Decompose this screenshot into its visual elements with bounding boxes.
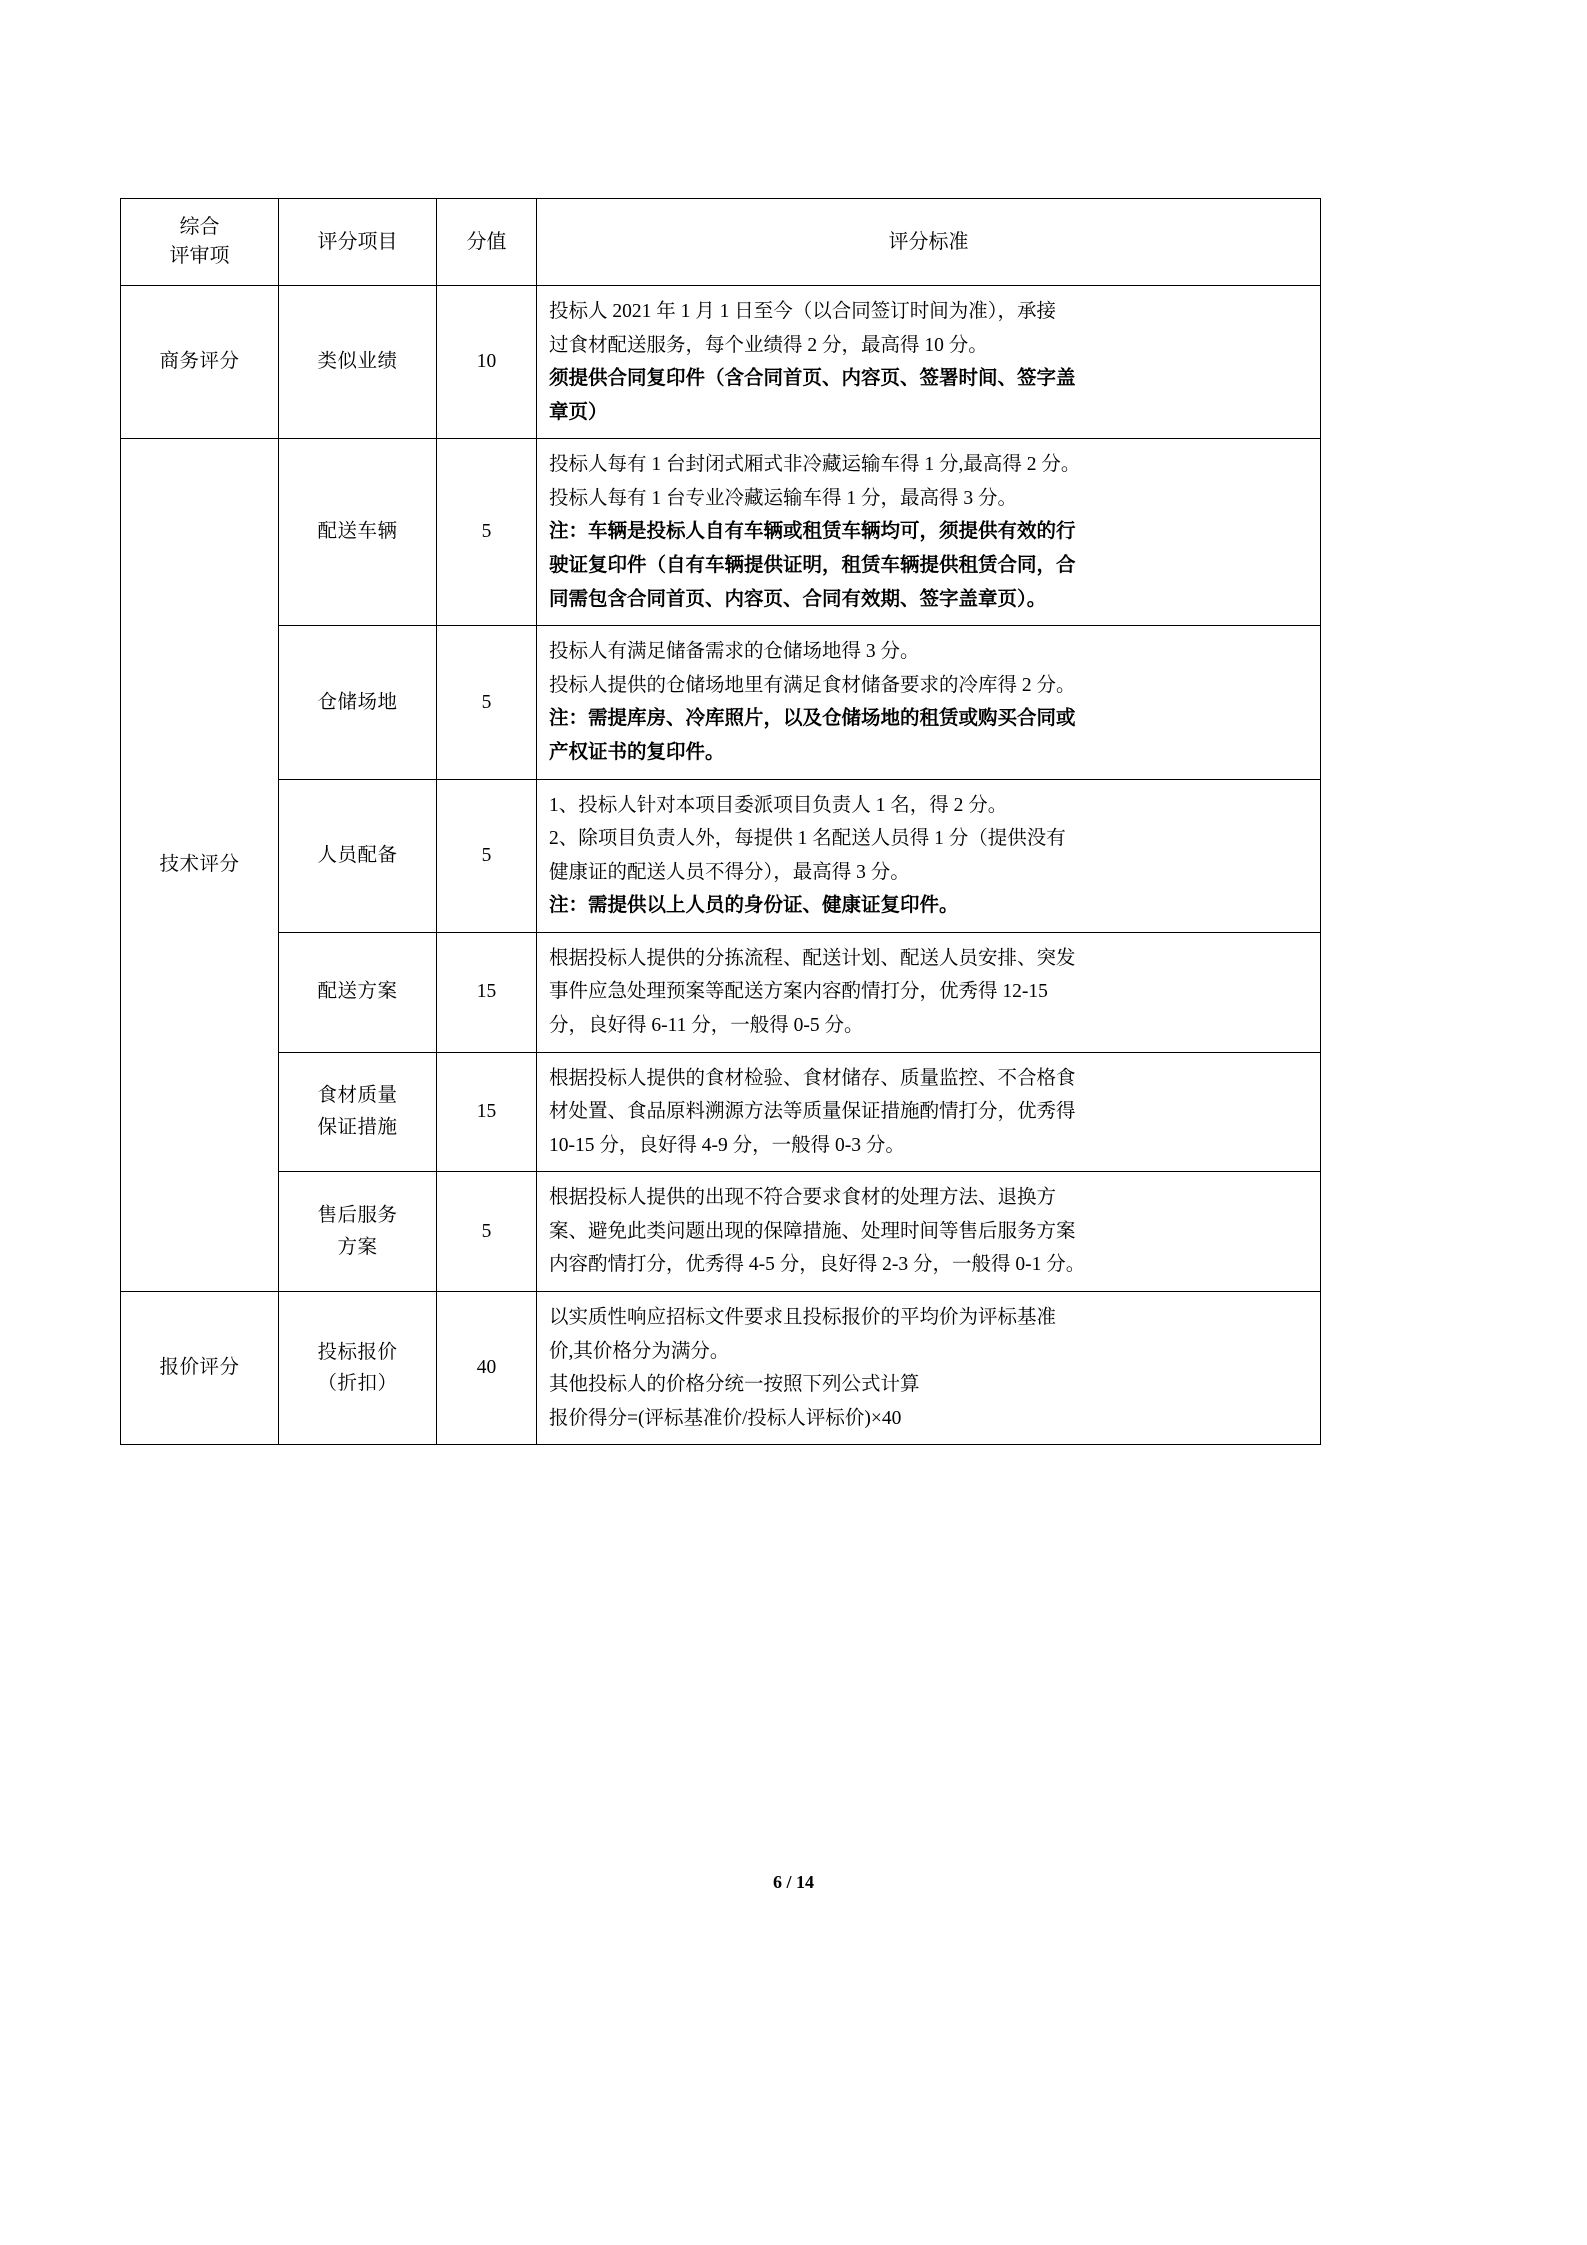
standard-line: 驶证复印件（自有车辆提供证明，租赁车辆提供租赁合同，合 xyxy=(549,555,1076,577)
row-item xyxy=(279,1292,437,1445)
row-standard xyxy=(537,1172,1321,1292)
row-standard xyxy=(537,286,1321,439)
standard-line: 价,其价格分为满分。 xyxy=(549,1340,730,1362)
standard-line: 2、除项目负责人外，每提供 1 名配送人员得 1 分（提供没有 xyxy=(549,828,1066,850)
row-item-line2: （折扣） xyxy=(317,1373,398,1395)
standard-line: 产权证书的复印件。 xyxy=(549,741,725,763)
standard-line: 报价得分=(评标基准价/投标人评标价)×40 xyxy=(549,1407,902,1429)
standard-line: 投标人提供的仓储场地里有满足食材储备要求的冷库得 2 分。 xyxy=(549,674,1076,696)
standard-line: 须提供合同复印件（含合同首页、内容页、签署时间、签字盖 xyxy=(549,368,1076,390)
row-item: 配送方案 xyxy=(279,932,437,1052)
header-item: 评分项目 xyxy=(279,199,437,286)
table-row xyxy=(121,1292,1321,1445)
standard-line: 根据投标人提供的出现不符合要求食材的处理方法、退换方 xyxy=(549,1187,1057,1209)
standard-line: 投标人有满足储备需求的仓储场地得 3 分。 xyxy=(549,641,920,663)
standard-line: 注：车辆是投标人自有车辆或租赁车辆均可，须提供有效的行 xyxy=(549,521,1076,543)
row-standard xyxy=(537,1292,1321,1445)
standard-line: 过食材配送服务，每个业绩得 2 分，最高得 10 分。 xyxy=(549,334,988,356)
row-standard xyxy=(537,932,1321,1052)
table-row xyxy=(121,1172,1321,1292)
table-row xyxy=(121,626,1321,779)
row-standard xyxy=(537,626,1321,779)
row-score: 5 xyxy=(437,1172,537,1292)
row-item xyxy=(279,1172,437,1292)
header-standard: 评分标准 xyxy=(537,199,1321,286)
row-category: 商务评分 xyxy=(121,286,279,439)
standard-line: 10-15 分，良好得 4-9 分，一般得 0-3 分。 xyxy=(549,1134,905,1156)
table-row xyxy=(121,779,1321,932)
row-item-line2: 保证措施 xyxy=(317,1116,398,1138)
standard-line: 材处置、食品原料溯源方法等质量保证措施酌情打分，优秀得 xyxy=(549,1101,1076,1123)
row-category: 报价评分 xyxy=(121,1292,279,1445)
row-standard xyxy=(537,779,1321,932)
header-score: 分值 xyxy=(437,199,537,286)
row-standard xyxy=(537,439,1321,626)
row-score: 15 xyxy=(437,1052,537,1172)
header-category-line1: 综合 xyxy=(179,216,220,238)
standard-line: 投标人每有 1 台专业冷藏运输车得 1 分，最高得 3 分。 xyxy=(549,487,1018,509)
standard-line: 注：需提库房、冷库照片，以及仓储场地的租赁或购买合同或 xyxy=(549,708,1076,730)
standard-line: 1、投标人针对本项目委派项目负责人 1 名，得 2 分。 xyxy=(549,794,1008,816)
standard-line: 内容酌情打分，优秀得 4-5 分，良好得 2-3 分，一般得 0-1 分。 xyxy=(549,1254,1086,1276)
standard-line: 案、避免此类问题出现的保障措施、处理时间等售后服务方案 xyxy=(549,1220,1076,1242)
standard-line: 章页） xyxy=(549,401,608,423)
row-score: 10 xyxy=(437,286,537,439)
header-category xyxy=(121,199,279,286)
table-row xyxy=(121,932,1321,1052)
row-item: 配送车辆 xyxy=(279,439,437,626)
evaluation-criteria-table xyxy=(120,198,1321,1445)
row-standard xyxy=(537,1052,1321,1172)
standard-line: 以实质性响应招标文件要求且投标报价的平均价为评标基准 xyxy=(549,1307,1057,1329)
standard-line: 注：需提供以上人员的身份证、健康证复印件。 xyxy=(549,895,959,917)
header-category-line2: 评审项 xyxy=(169,245,230,267)
table-row xyxy=(121,286,1321,439)
standard-line: 健康证的配送人员不得分），最高得 3 分。 xyxy=(549,861,910,883)
row-item: 人员配备 xyxy=(279,779,437,932)
standard-line: 事件应急处理预案等配送方案内容酌情打分，优秀得 12-15 xyxy=(549,981,1048,1003)
table-row xyxy=(121,439,1321,626)
table-row xyxy=(121,1052,1321,1172)
row-item: 类似业绩 xyxy=(279,286,437,439)
standard-line: 根据投标人提供的分拣流程、配送计划、配送人员安排、突发 xyxy=(549,947,1076,969)
row-score: 15 xyxy=(437,932,537,1052)
table-header-row xyxy=(121,199,1321,286)
row-score: 5 xyxy=(437,626,537,779)
standard-line: 分，良好得 6-11 分，一般得 0-5 分。 xyxy=(549,1014,864,1036)
row-item-line1: 投标报价 xyxy=(317,1341,398,1363)
standard-line: 根据投标人提供的食材检验、食材储存、质量监控、不合格食 xyxy=(549,1067,1076,1089)
standard-line: 其他投标人的价格分统一按照下列公式计算 xyxy=(549,1374,920,1396)
row-category: 技术评分 xyxy=(121,439,279,1292)
row-score: 40 xyxy=(437,1292,537,1445)
row-item: 仓储场地 xyxy=(279,626,437,779)
row-item xyxy=(279,1052,437,1172)
row-score: 5 xyxy=(437,779,537,932)
standard-line: 投标人 2021 年 1 月 1 日至今（以合同签订时间为准），承接 xyxy=(549,301,1057,322)
row-item-line2: 方案 xyxy=(337,1236,378,1258)
row-item-line1: 食材质量 xyxy=(317,1085,398,1107)
row-item-line1: 售后服务 xyxy=(317,1205,398,1227)
row-score: 5 xyxy=(437,439,537,626)
page-number: 6 / 14 xyxy=(772,1872,814,1892)
standard-line: 同需包含合同首页、内容页、合同有效期、签字盖章页）。 xyxy=(549,588,1047,610)
standard-line: 投标人每有 1 台封闭式厢式非冷藏运输车得 1 分,最高得 2 分。 xyxy=(549,454,1081,476)
